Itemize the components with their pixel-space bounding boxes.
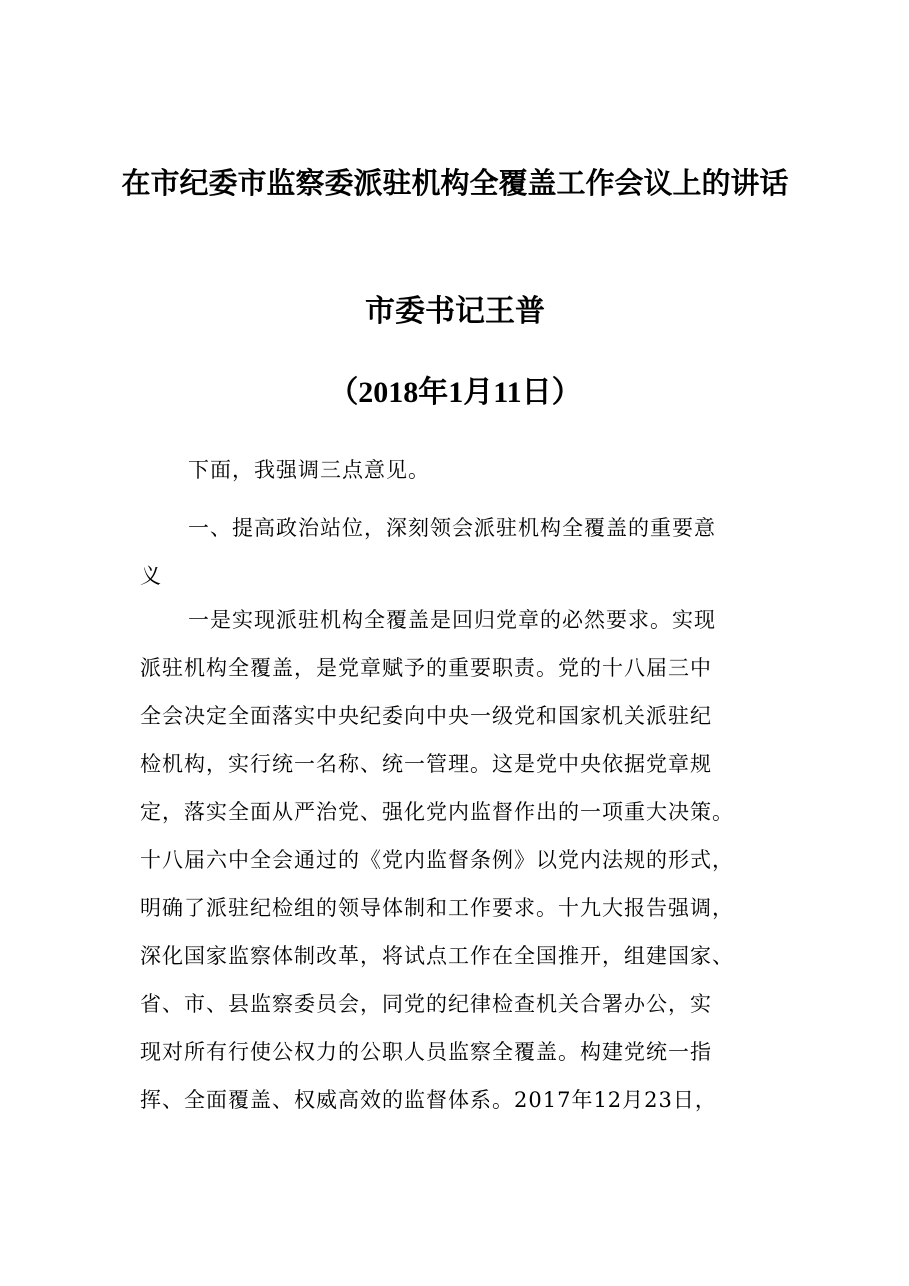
paragraph-line: 下面，我强调三点意见。 — [188, 458, 430, 482]
paragraph-line: 全会决定全面落实中央纪委向中央一级党和国家机关派驻纪 — [140, 704, 712, 728]
paragraph-line: 十八届六中全会通过的《党内监督条例》以党内法规的形式， — [140, 848, 734, 872]
paragraph-line: 深化国家监察体制改革，将试点工作在全国推开，组建国家、 — [140, 944, 734, 968]
paragraph-line: 挥、全面覆盖、权威高效的监督体系。2017年12月23日， — [140, 1088, 717, 1112]
paragraph-line: 一是实现派驻机构全覆盖是回归党章的必然要求。实现 — [188, 608, 716, 632]
author-line: 市委书记王普 — [365, 294, 545, 329]
paragraph-line: 义 — [140, 564, 162, 588]
paragraph-line: 检机构，实行统一名称、统一管理。这是党中央依据党章规 — [140, 752, 712, 776]
section-heading-1 — [140, 504, 788, 600]
document-title: 在市纪委市监察委派驻机构全覆盖工作会议上的讲话 — [121, 166, 789, 200]
date-line: （2018年1月11日） — [328, 376, 582, 409]
paragraph-line: 现对所有行使公权力的公职人员监察全覆盖。构建党统一指 — [140, 1040, 712, 1064]
paragraph-body — [140, 596, 788, 1124]
paragraph-line: 一、提高政治站位，深刻领会派驻机构全覆盖的重要意 — [188, 516, 716, 540]
paragraph-intro — [140, 446, 788, 494]
paragraph-line: 定，落实全面从严治党、强化党内监督作出的一项重大决策。 — [140, 800, 734, 824]
paragraph-line: 明确了派驻纪检组的领导体制和工作要求。十九大报告强调， — [140, 896, 734, 920]
paragraph-line: 省、市、县监察委员会，同党的纪律检查机关合署办公，实 — [140, 992, 712, 1016]
paragraph-line: 派驻机构全覆盖，是党章赋予的重要职责。党的十八届三中 — [140, 656, 712, 680]
